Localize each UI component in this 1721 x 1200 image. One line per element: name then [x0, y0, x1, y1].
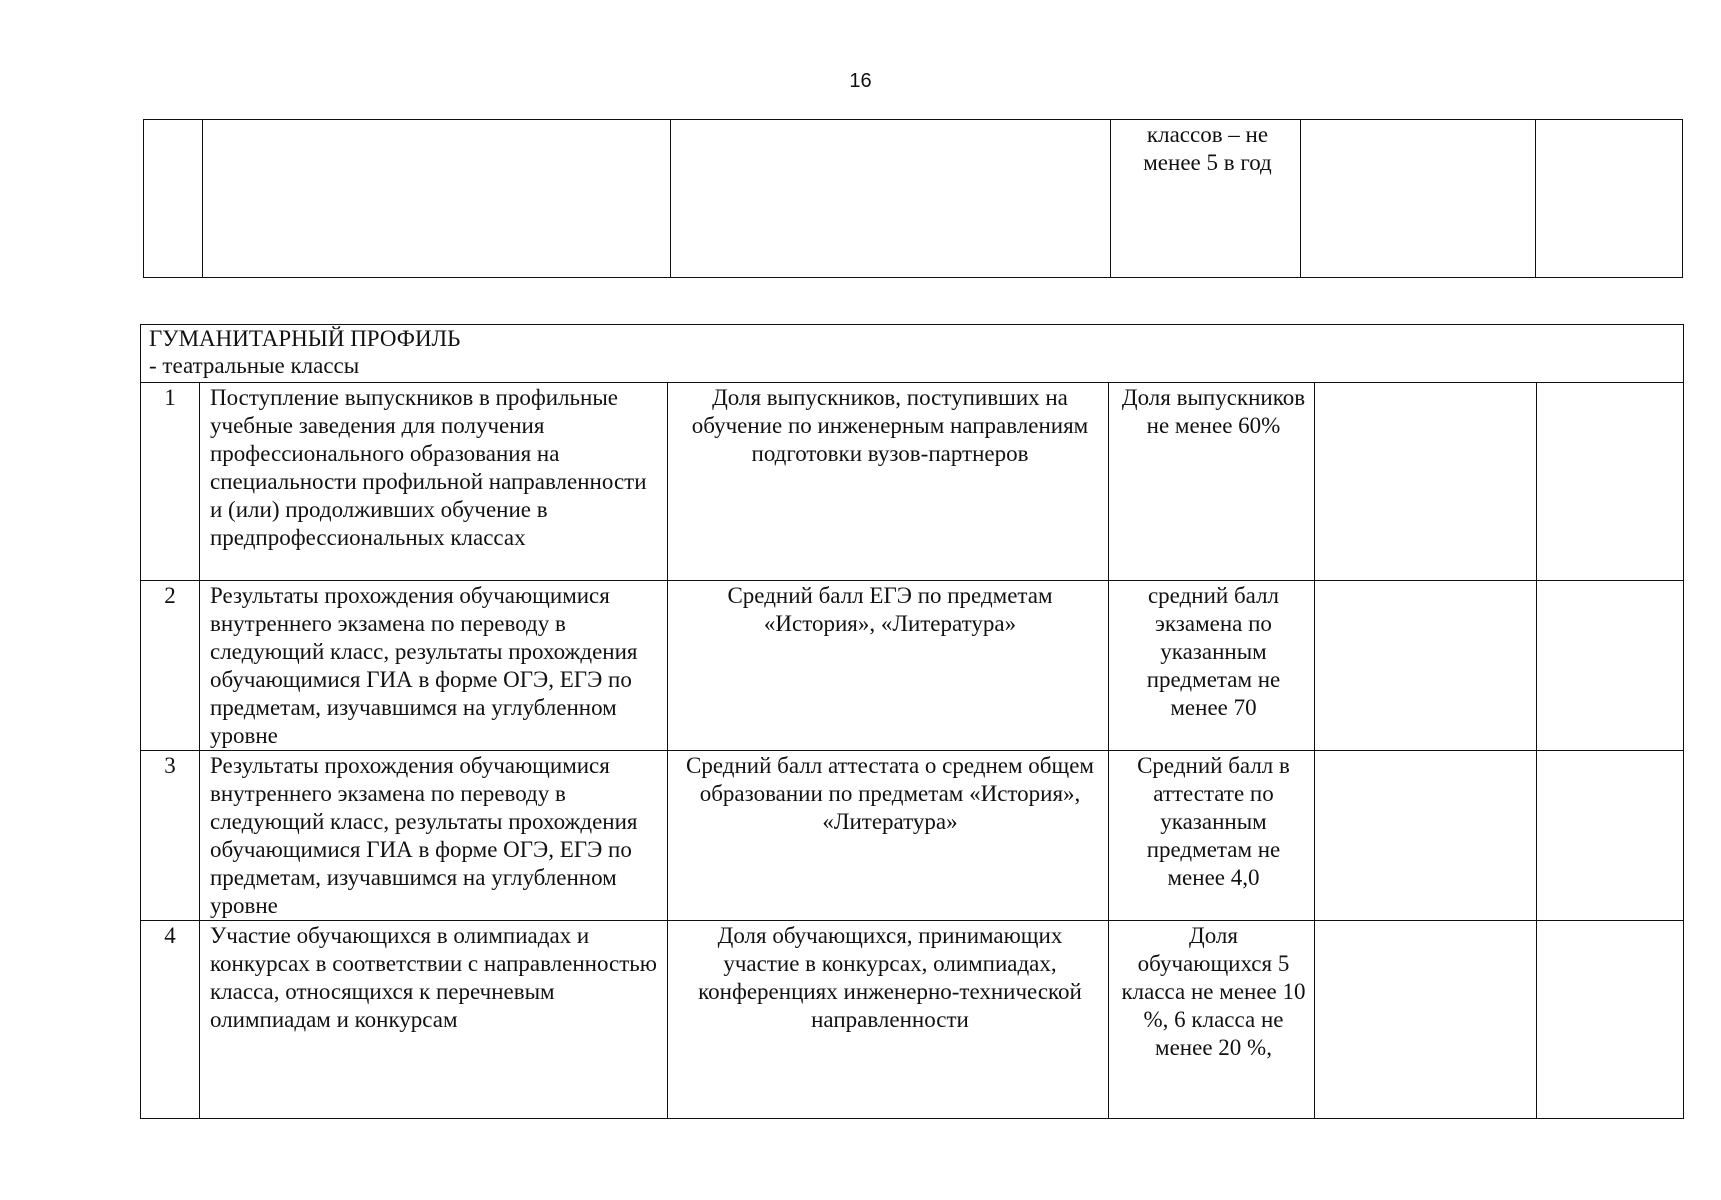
- row-number: 4: [141, 921, 200, 1119]
- row-number: 3: [141, 751, 200, 921]
- target-cell: Средний балл в аттестате по указанным предметам не менее 4,0: [1109, 751, 1315, 921]
- target-cell: средний балл экзамена по указанным предметам не менее 70: [1109, 581, 1315, 751]
- humanities-profile-table: [140, 324, 1684, 1119]
- criterion-cell: [203, 120, 671, 278]
- criterion-cell: Участие обучающихся в олимпиадах и конкурсах в соответствии с направленностью класса, относящихся к перечневым олимпиадам и конкурсам: [200, 921, 668, 1119]
- section-header-row: [141, 325, 1684, 383]
- criterion-cell: Поступление выпускников в профильные учебные заведения для получения профессионального образования на специальности профильной направленности и (или) продолживших обучение в предпрофессиональных классах: [200, 383, 668, 581]
- empty-cell: [1537, 581, 1684, 751]
- criterion-cell: Результаты прохождения обучающимися внутреннего экзамена по переводу в следующий класс, результаты прохождения обучающимися ГИА в форме ОГЭ, ЕГЭ по предметам, изучавшимся на углубленном уровне: [200, 581, 668, 751]
- empty-cell: [1537, 751, 1684, 921]
- section-subtitle: - театральные классы: [149, 353, 360, 378]
- indicator-cell: Средний балл аттестата о среднем общем образовании по предметам «История», «Литература»: [668, 751, 1109, 921]
- row-number: 2: [141, 581, 200, 751]
- empty-cell: [1315, 921, 1537, 1119]
- empty-cell: [1536, 120, 1683, 278]
- criterion-cell: Результаты прохождения обучающимися внутреннего экзамена по переводу в следующий класс, результаты прохождения обучающимися ГИА в форме ОГЭ, ЕГЭ по предметам, изучавшимся на углубленном уровне: [200, 751, 668, 921]
- table-row: [141, 383, 1684, 581]
- section-title: ГУМАНИТАРНЫЙ ПРОФИЛЬ: [149, 326, 461, 351]
- indicator-cell: Средний балл ЕГЭ по предметам «История», «Литература»: [668, 581, 1109, 751]
- indicator-cell: Доля выпускников, поступивших на обучение по инженерным направлениям подготовки вузов-партнеров: [668, 383, 1109, 581]
- continuation-table: [143, 119, 1683, 278]
- empty-cell: [1315, 581, 1537, 751]
- empty-cell: [1315, 383, 1537, 581]
- indicator-cell: [671, 120, 1111, 278]
- num-cell: [144, 120, 203, 278]
- table-row: [141, 581, 1684, 751]
- empty-cell: [1315, 751, 1537, 921]
- table-row: [141, 751, 1684, 921]
- table-row: [141, 921, 1684, 1119]
- table-row: [144, 120, 1683, 278]
- section-header-cell: [141, 325, 1684, 383]
- row-number: 1: [141, 383, 200, 581]
- target-cell: классов – не менее 5 в год: [1111, 120, 1301, 278]
- empty-cell: [1301, 120, 1536, 278]
- target-cell: Доля обучающихся 5 класса не менее 10 %, 6 класса не менее 20 %,: [1109, 921, 1315, 1119]
- target-cell: Доля выпускников не менее 60%: [1109, 383, 1315, 581]
- empty-cell: [1537, 921, 1684, 1119]
- indicator-cell: Доля обучающихся, принимающих участие в конкурсах, олимпиадах, конференциях инженерно-технической направленности: [668, 921, 1109, 1119]
- empty-cell: [1537, 383, 1684, 581]
- page-number: 16: [849, 70, 872, 92]
